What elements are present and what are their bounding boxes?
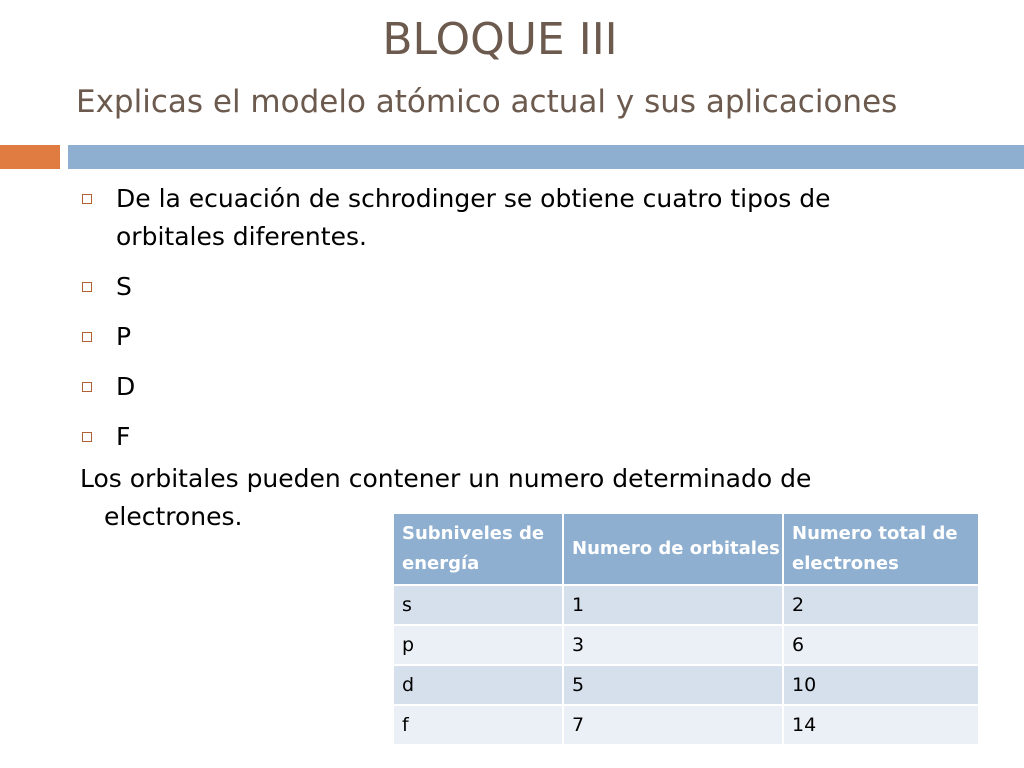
- square-bullet-icon: [82, 382, 92, 392]
- table-cell: 5: [563, 665, 783, 705]
- table-row: [393, 585, 979, 625]
- bullet-text: S: [116, 272, 132, 301]
- table-cell: f: [393, 705, 563, 745]
- accent-bar-orange: [0, 145, 60, 169]
- table-cell: 10: [783, 665, 979, 705]
- table-cell: 14: [783, 705, 979, 745]
- table-cell: s: [393, 585, 563, 625]
- header-cell: Numero total de electrones: [783, 513, 979, 585]
- bullet-item: [80, 418, 940, 456]
- table-row: [393, 625, 979, 665]
- header-cell: Numero de orbitales: [563, 513, 783, 585]
- bullet-text: De la ecuación de schrodinger se obtiene cuatro tipos de orbitales diferentes.: [116, 184, 831, 251]
- paragraph: Los orbitales pueden contener un numero determinado de electrones.: [80, 464, 812, 531]
- bullet-item: [80, 318, 940, 356]
- square-bullet-icon: [82, 194, 92, 204]
- bullet-item: [80, 368, 940, 406]
- table-cell: p: [393, 625, 563, 665]
- square-bullet-icon: [82, 432, 92, 442]
- table-cell: d: [393, 665, 563, 705]
- bullet-text: D: [116, 372, 136, 401]
- table-cell: 3: [563, 625, 783, 665]
- bullet-item: [80, 180, 940, 256]
- header-cell: Subniveles de energía: [393, 513, 563, 585]
- table-row: [393, 705, 979, 745]
- square-bullet-icon: [82, 332, 92, 342]
- table-header-row: [393, 513, 979, 585]
- bullet-text: P: [116, 322, 132, 351]
- orbitals-table: [392, 512, 980, 746]
- accent-bar-blue: [68, 145, 1024, 169]
- table-cell: 2: [783, 585, 979, 625]
- bullet-list: [80, 168, 940, 456]
- slide-title: BLOQUE III: [382, 14, 618, 65]
- table-row: [393, 665, 979, 705]
- table-cell: 7: [563, 705, 783, 745]
- table-cell: 1: [563, 585, 783, 625]
- bullet-text: F: [116, 422, 131, 451]
- table-cell: 6: [783, 625, 979, 665]
- square-bullet-icon: [82, 282, 92, 292]
- slide-subtitle: Explicas el modelo atómico actual y sus aplicaciones: [76, 84, 898, 120]
- bullet-item: [80, 268, 940, 306]
